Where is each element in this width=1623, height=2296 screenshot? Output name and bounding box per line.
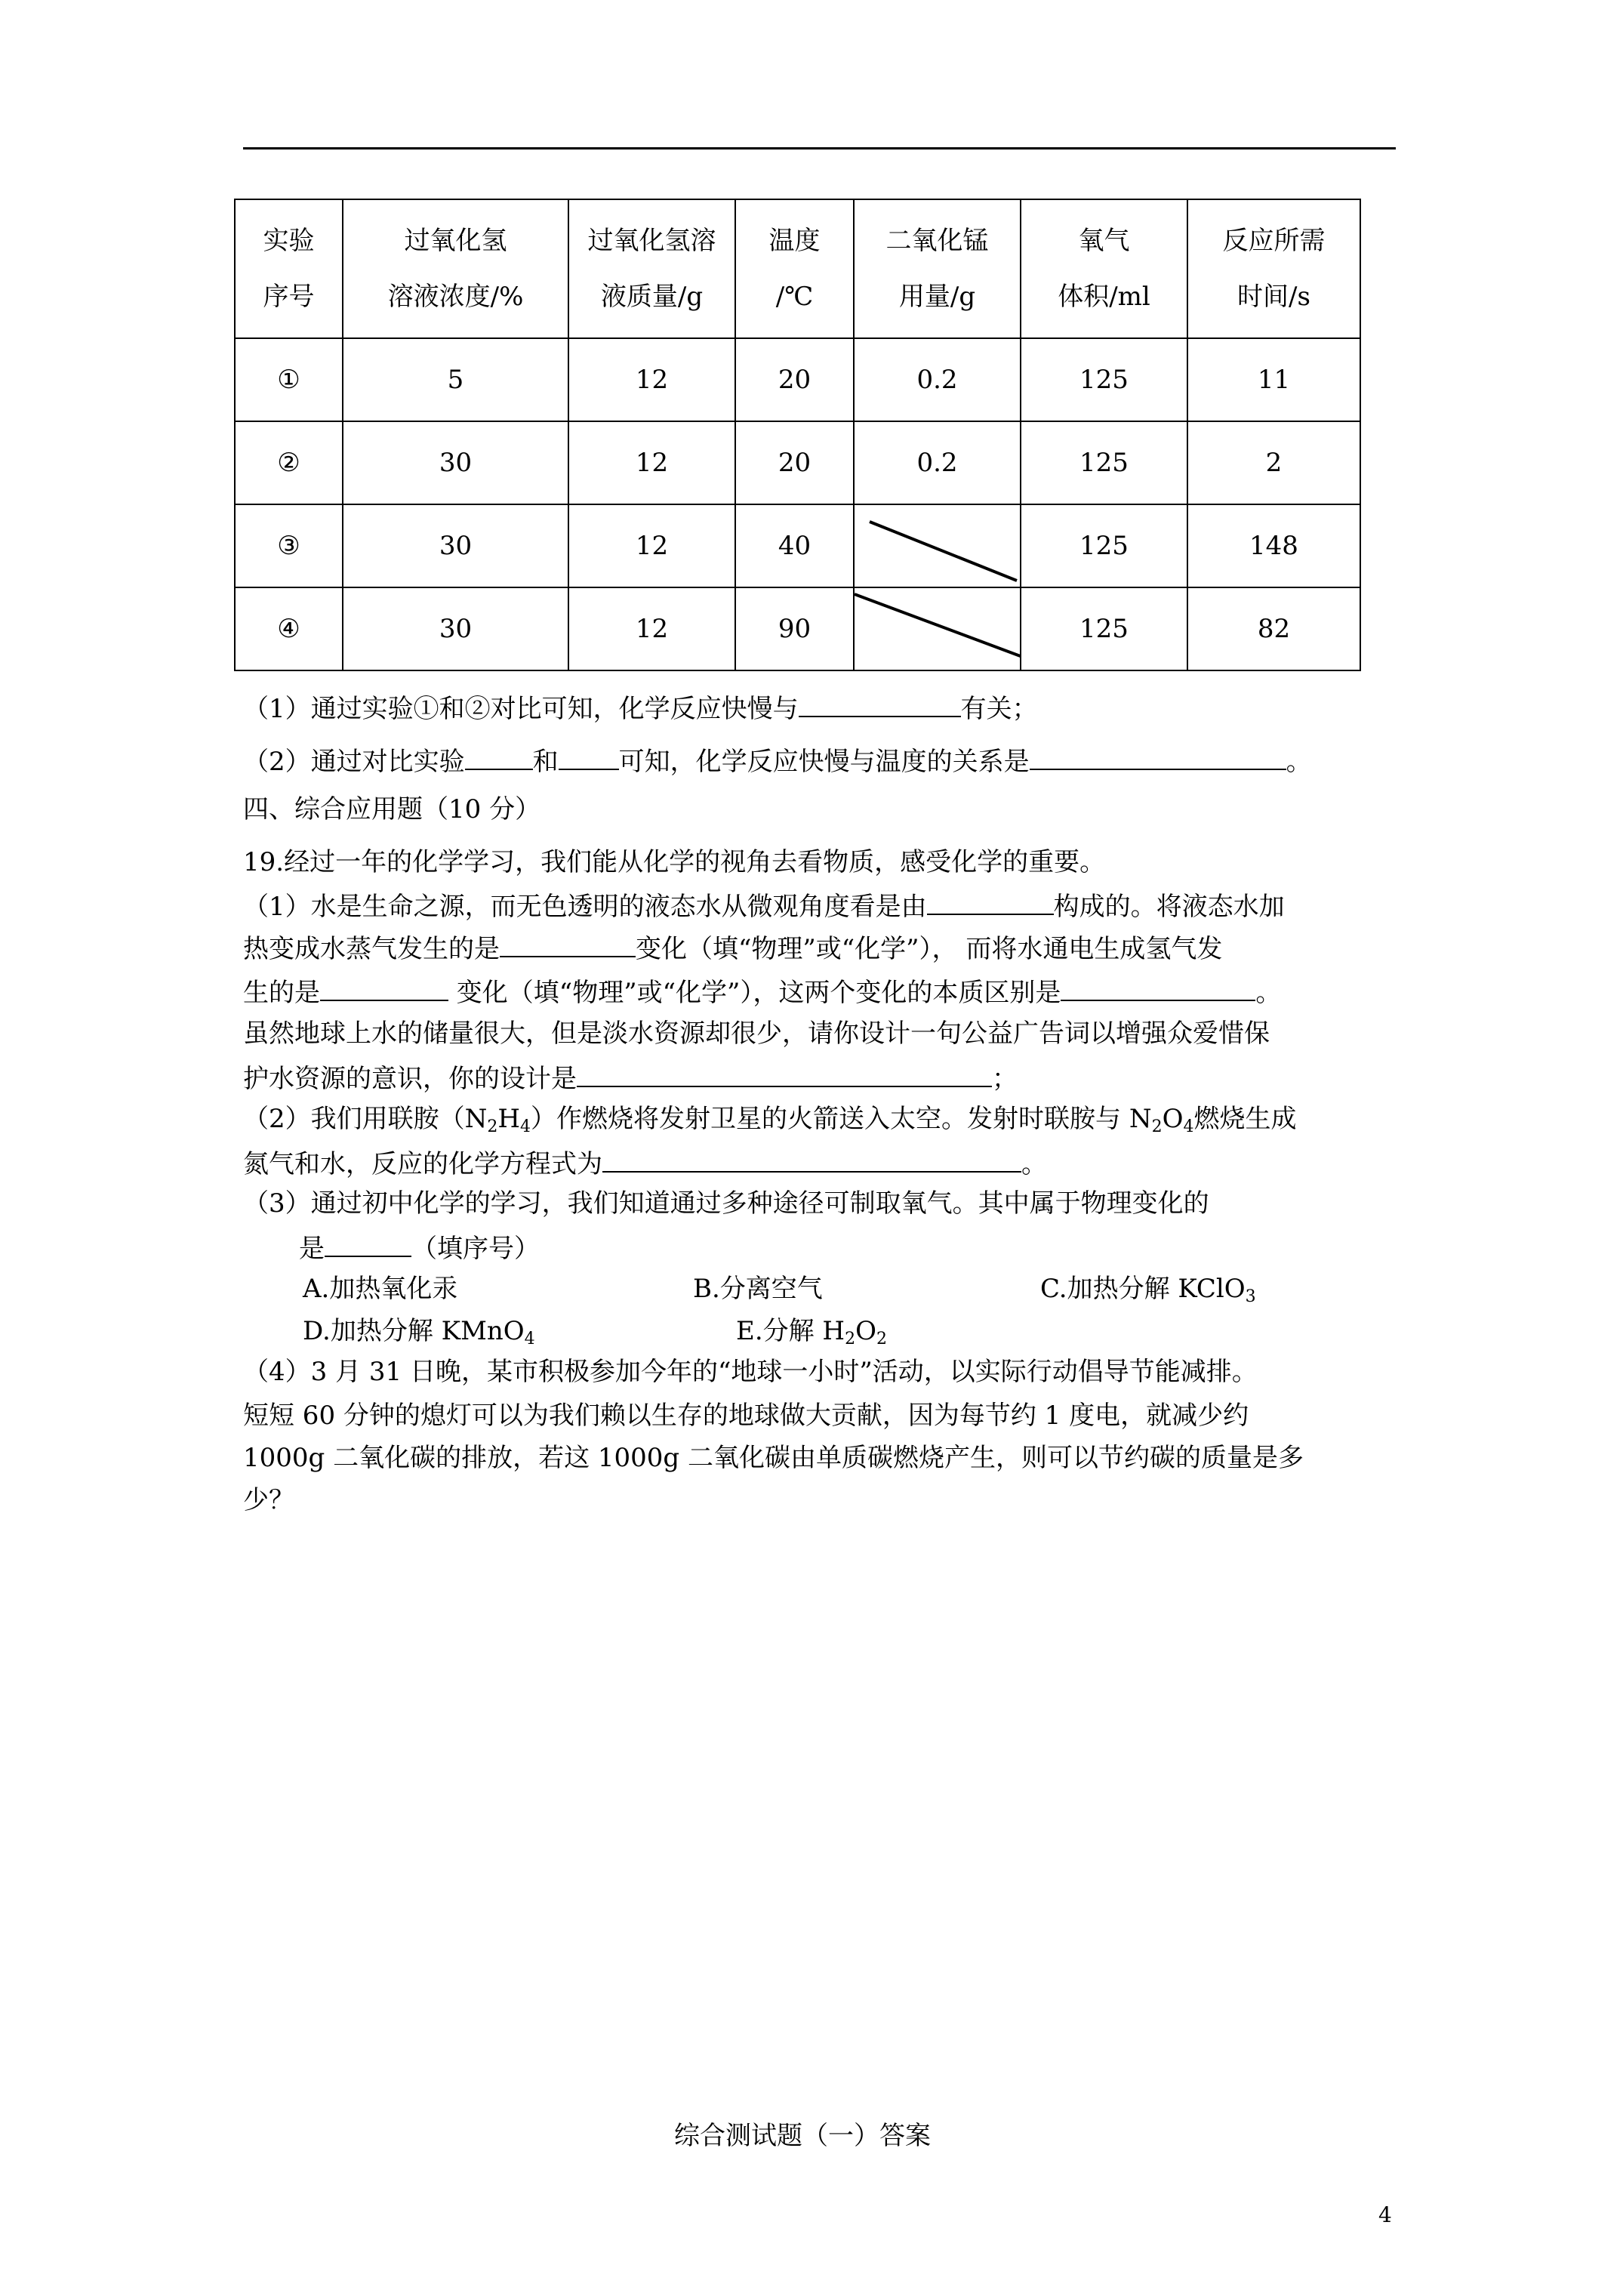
table-cell: 12: [568, 421, 735, 504]
option-b: B.分离空气: [693, 1274, 823, 1304]
table-cell: 5: [343, 338, 568, 421]
answer-blank[interactable]: [500, 933, 636, 957]
answer-blank[interactable]: [320, 977, 448, 1001]
section-heading: 四、综合应用题（10 分）: [243, 794, 541, 824]
q19-p4-line2: 短短 60 分钟的熄灯可以为我们赖以生存的地球做大贡献，因为每节约 1 度电，就减少约: [243, 1401, 1249, 1431]
header-cell: 温度 /℃: [735, 199, 854, 338]
experiment-table: [234, 199, 1361, 671]
header-cell: 反应所需 时间/s: [1187, 199, 1360, 338]
table-cell: 12: [568, 504, 735, 587]
q19-p3-line2: 是 （填序号）: [299, 1234, 540, 1264]
table-cell: 12: [568, 338, 735, 421]
q19-p2-line2: 氮气和水，反应的化学方程式为 。: [243, 1149, 1047, 1179]
table-cell: 12: [568, 587, 735, 670]
header-cell: 过氧化氢溶 液质量/g: [568, 199, 735, 338]
q19-p4-line1: （4）3 月 31 日晚，某市积极参加今年的“地球一小时”活动，以实际行动倡导节能减排。: [243, 1357, 1258, 1387]
answer-blank[interactable]: [465, 746, 533, 770]
answer-blank[interactable]: [799, 693, 961, 717]
table-cell: 82: [1187, 587, 1360, 670]
table-row: [235, 421, 1360, 504]
footer-title: 综合测试题（一）答案: [674, 2121, 931, 2151]
table-cell: ①: [235, 338, 343, 421]
answer-blank[interactable]: [559, 746, 619, 770]
diagonal-slash-icon: [855, 588, 1020, 671]
q19-p1-line2: 热变成水蒸气发生的是 变化（填“物理”或“化学”）， 而将水通电生成氢气发: [243, 934, 1223, 964]
q19-p4-line4: 少？: [243, 1485, 294, 1515]
answer-blank[interactable]: [577, 1063, 992, 1087]
header-cell: 过氧化氢 溶液浓度/%: [343, 199, 568, 338]
q19-p4-line3: 1000g 二氧化碳的排放，若这 1000g 二氧化碳由单质碳燃烧产生，则可以节约碳的质量是多: [243, 1443, 1304, 1473]
q18-part1: （1）通过实验①和②对比可知，化学反应快慢与 有关；: [243, 694, 1038, 724]
table-cell: 90: [735, 587, 854, 670]
empty-slash-cell: [854, 504, 1021, 587]
answer-blank[interactable]: [602, 1148, 1021, 1173]
table-cell: 125: [1021, 421, 1187, 504]
table-cell: 0.2: [854, 421, 1021, 504]
table-cell: 40: [735, 504, 854, 587]
option-d: D.加热分解 KMnO$_4$: [303, 1316, 535, 1348]
table-row: [235, 338, 1360, 421]
table-cell: 148: [1187, 504, 1360, 587]
header-cell: 氧气 体积/ml: [1021, 199, 1187, 338]
header-cell: 实验 序号: [235, 199, 343, 338]
answer-blank[interactable]: [325, 1233, 411, 1257]
page-number: 4: [1378, 2202, 1392, 2227]
table-cell: 125: [1021, 504, 1187, 587]
answer-blank[interactable]: [927, 891, 1054, 915]
option-a: A.加热氧化汞: [303, 1274, 458, 1304]
table-cell: ②: [235, 421, 343, 504]
header-cell: 二氧化锰 用量/g: [854, 199, 1021, 338]
table-row: [235, 504, 1360, 587]
table-cell: 2: [1187, 421, 1360, 504]
q19-p2-line1: （2）我们用联胺$(N_2H_4)$作燃烧将发射卫星的火箭送入太空。发射时联胺与 $N_2O_4$燃烧生成: [243, 1104, 1297, 1136]
option-e: E.分解 $H_2O_2$: [736, 1316, 887, 1348]
table-cell: 30: [343, 587, 568, 670]
answer-blank[interactable]: [1030, 746, 1286, 770]
table-cell: 20: [735, 338, 854, 421]
q19-p1-line1: （1）水是生命之源，而无色透明的液态水从微观角度看是由 构成的。将液态水加: [243, 892, 1285, 922]
table-cell: 125: [1021, 338, 1187, 421]
table-cell: 11: [1187, 338, 1360, 421]
q19-p1-line4: 虽然地球上水的储量很大，但是淡水资源却很少，请你设计一句公益广告词以增强众爱惜保: [243, 1019, 1270, 1049]
table-cell: ③: [235, 504, 343, 587]
q19-intro: 19.经过一年的化学学习，我们能从化学的视角去看物质，感受化学的重要。: [243, 847, 1106, 877]
q18-part2: （2）通过对比实验 和 可知，化学反应快慢与温度的关系是 。: [243, 747, 1312, 777]
table-cell: 20: [735, 421, 854, 504]
table-cell: ④: [235, 587, 343, 670]
header-rule: [243, 147, 1396, 149]
answer-blank[interactable]: [1061, 977, 1255, 1001]
option-c: C.加热分解 KClO$_3$: [1040, 1274, 1256, 1306]
q19-p1-line3: 生的是 变化（填“物理”或“化学”），这两个变化的本质区别是 。: [243, 978, 1282, 1008]
table-cell: 30: [343, 421, 568, 504]
diagonal-slash-icon: [855, 505, 1020, 588]
q19-p1-line5: 护水资源的意识，你的设计是 ；: [243, 1064, 1018, 1094]
table-row: [235, 587, 1360, 670]
empty-slash-cell: [854, 587, 1021, 670]
q19-p3-line1: （3）通过初中化学的学习，我们知道通过多种途径可制取氧气。其中属于物理变化的: [243, 1188, 1209, 1219]
table-cell: 125: [1021, 587, 1187, 670]
table-cell: 30: [343, 504, 568, 587]
table-header-row: [235, 199, 1360, 338]
table-cell: 0.2: [854, 338, 1021, 421]
